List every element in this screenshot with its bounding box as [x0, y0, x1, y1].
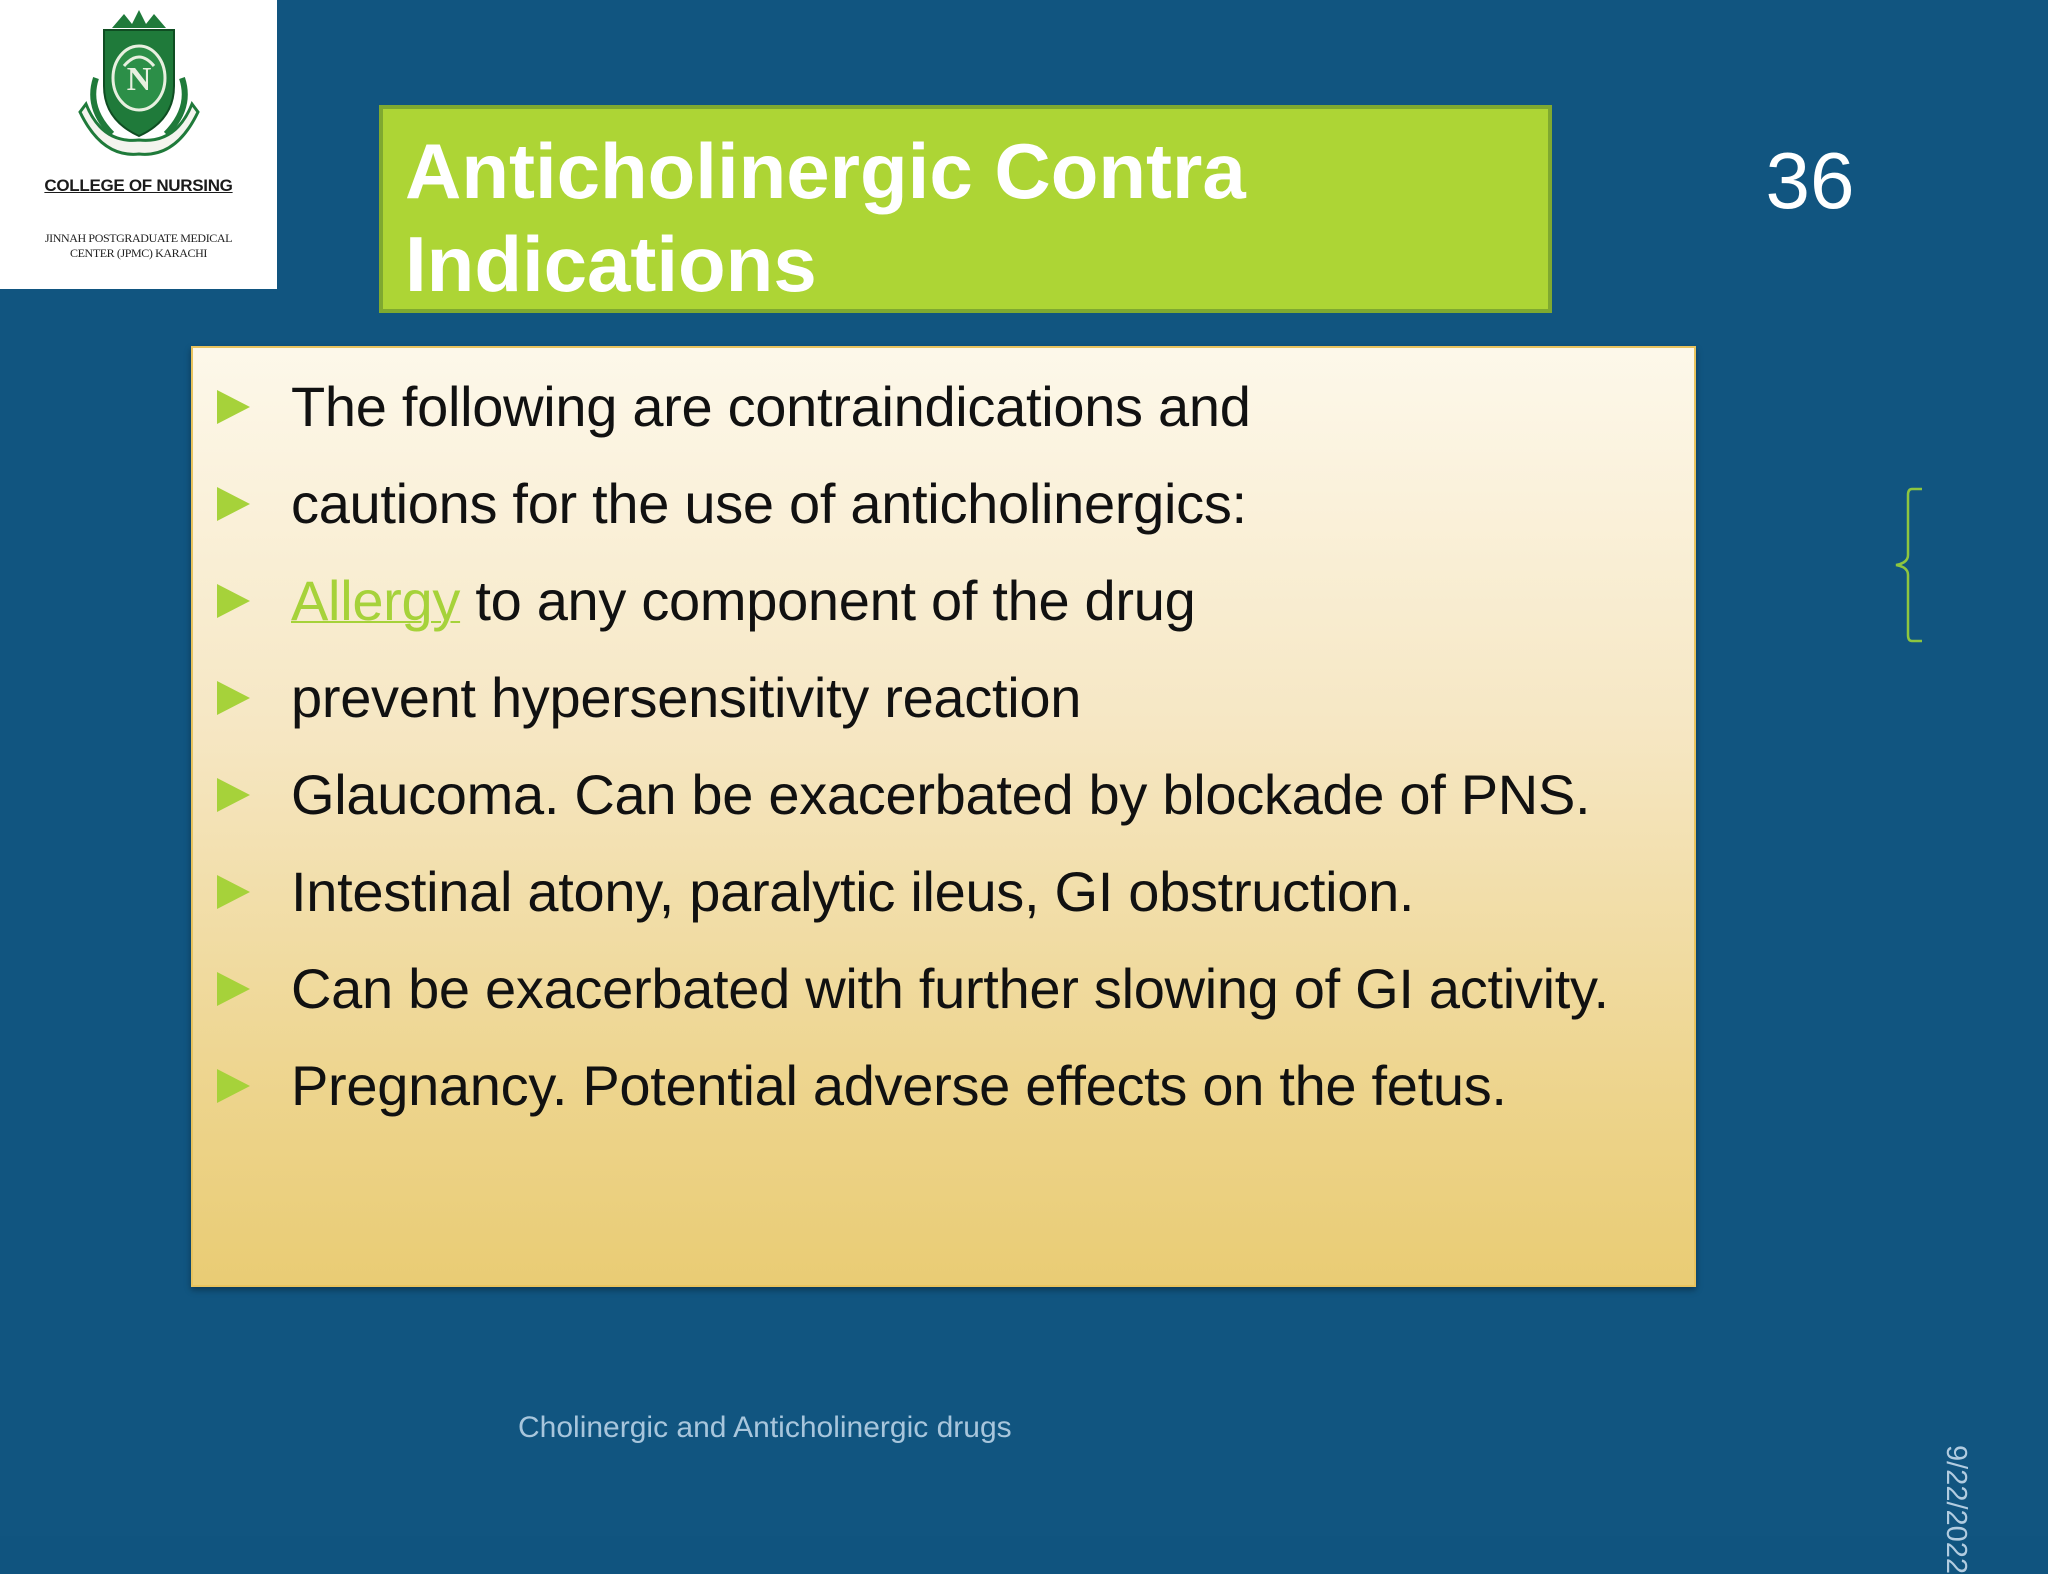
triangle-arrow-icon — [217, 390, 250, 424]
list-item — [193, 552, 1694, 649]
triangle-arrow-icon — [217, 875, 250, 909]
bullet-text: Pregnancy. Potential adverse effects on the fetus. — [291, 1054, 1507, 1117]
svg-text:N: N — [126, 61, 152, 98]
triangle-arrow-icon — [217, 681, 250, 715]
slide-date: 9/22/2022 — [1940, 1445, 1972, 1574]
list-item — [193, 843, 1694, 940]
bullet-text-rest: to any component of the drug — [460, 569, 1196, 632]
triangle-arrow-icon — [217, 584, 250, 618]
list-item — [193, 940, 1694, 1037]
title-box — [379, 105, 1552, 313]
slide-title: Anticholinergic Contra Indications — [405, 127, 1246, 308]
bullet-text: Can be exacerbated with further slowing of GI activity. — [291, 957, 1609, 1020]
bullet-text: prevent hypersensitivity reaction — [291, 666, 1082, 729]
bullet-list — [193, 358, 1694, 1134]
bullet-text: Glaucoma. Can be exacerbated by blockade of PNS. — [291, 763, 1591, 826]
triangle-arrow-icon — [217, 778, 250, 812]
list-item — [193, 746, 1694, 843]
triangle-arrow-icon — [217, 487, 250, 521]
allergy-link[interactable]: Allergy — [291, 569, 461, 632]
list-item — [193, 1037, 1694, 1134]
list-item — [193, 455, 1694, 552]
logo-institution-name: JINNAH POSTGRADUATE MEDICAL CENTER (JPMC) KARACHI — [44, 231, 233, 260]
triangle-arrow-icon — [217, 1069, 250, 1103]
bullet-text: cautions for the use of anticholinergics: — [291, 472, 1247, 535]
logo-college-name: COLLEGE OF NURSING — [44, 176, 233, 195]
college-crest-icon — [72, 8, 206, 168]
triangle-arrow-icon — [217, 972, 250, 1006]
slide-number: 36 — [1765, 136, 1855, 225]
bullet-text: The following are contraindications and — [291, 375, 1251, 438]
bullet-text: Intestinal atony, paralytic ileus, GI obstruction. — [291, 860, 1415, 923]
list-item — [193, 358, 1694, 455]
list-item — [193, 649, 1694, 746]
college-logo — [0, 0, 277, 289]
bullet-text — [291, 568, 1195, 633]
content-box — [191, 346, 1696, 1287]
slide-footer: Cholinergic and Anticholinergic drugs — [518, 1411, 1012, 1444]
bracket-decoration-icon — [1890, 485, 1926, 645]
